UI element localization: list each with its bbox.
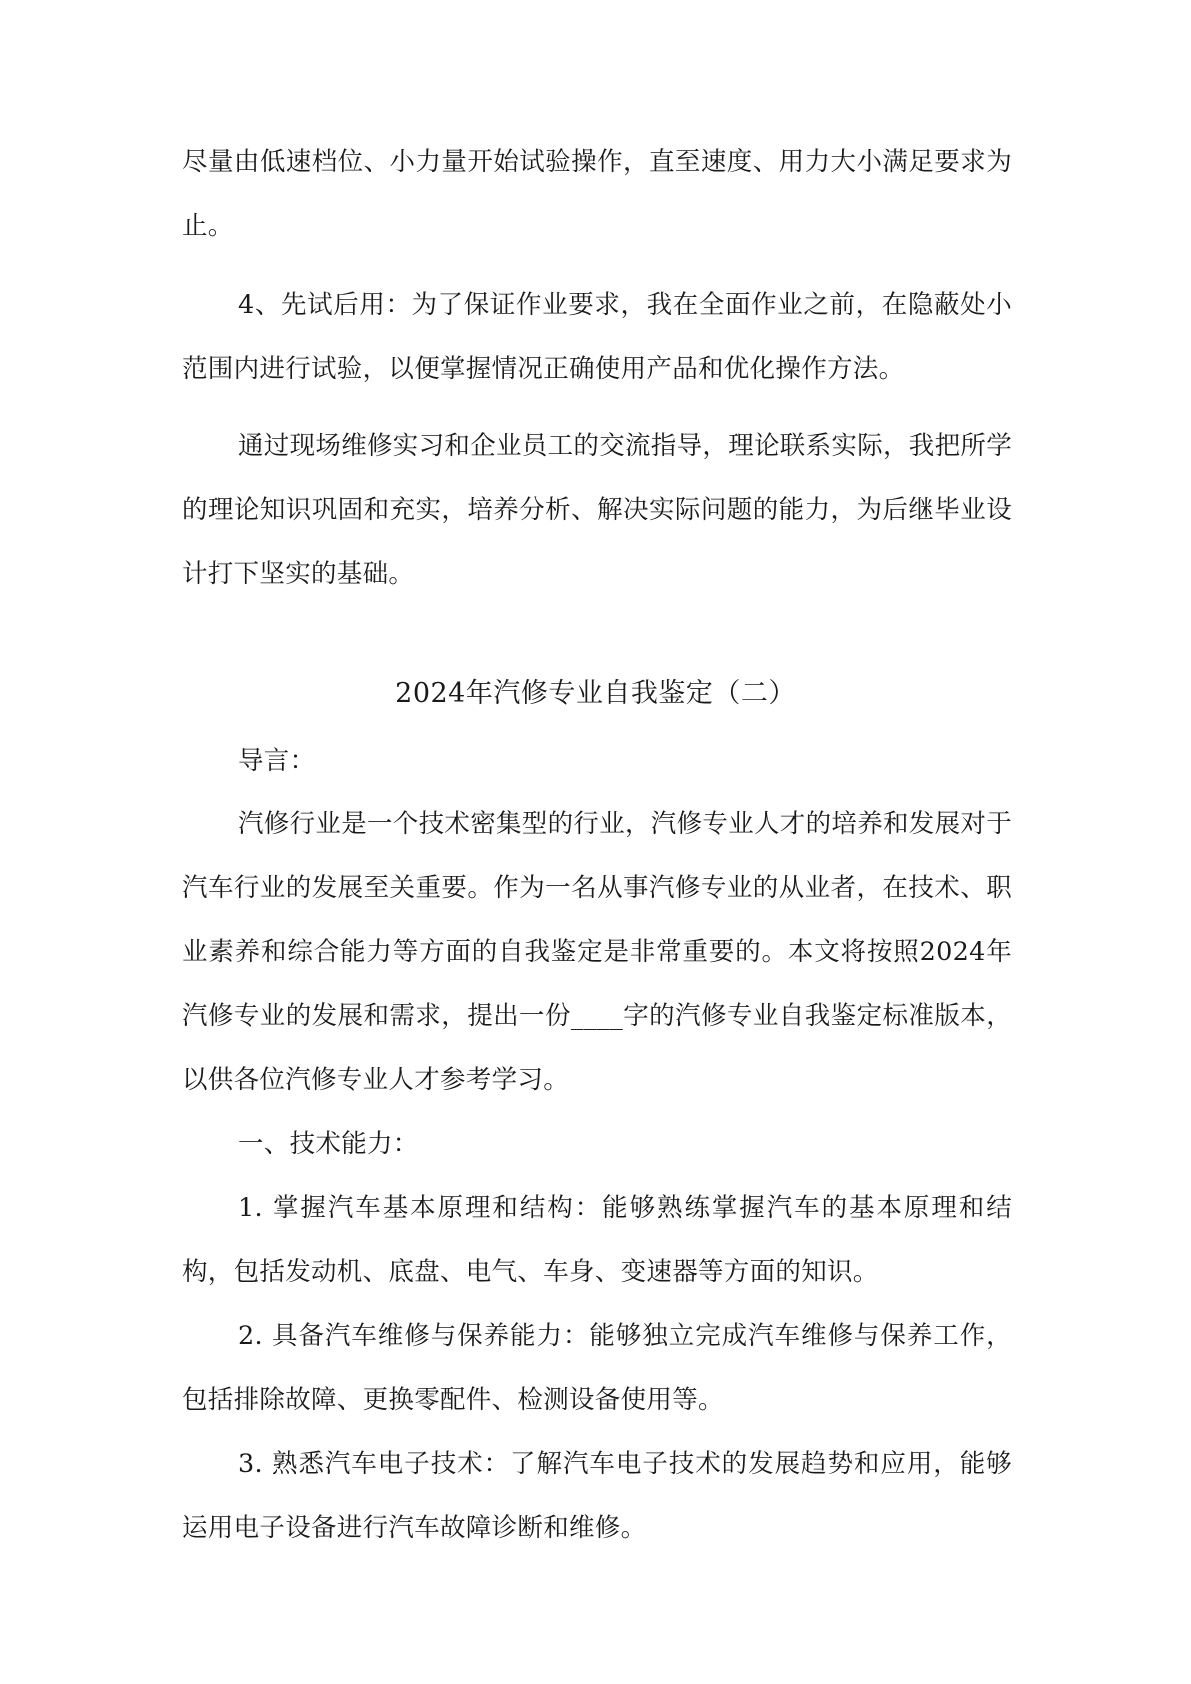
paragraph-continuation: 尽量由低速档位、小力量开始试验操作，直至速度、用力大小满足要求为止。 [182, 147, 1012, 241]
section-1-item-2: 2. 具备汽车维修与保养能力：能够独立完成汽车维修与保养工作，包括排除故障、更换零配件、检测设备使用等。 [182, 1321, 1012, 1415]
intro-heading: 导言： [238, 746, 316, 776]
section-title: 2024年汽修专业自我鉴定（二） [395, 678, 796, 709]
paragraph-conclusion: 通过现场维修实习和企业员工的交流指导，理论联系实际，我把所学的理论知识巩固和充实，培养分析、解决实际问题的能力，为后继毕业设计打下坚实的基础。 [182, 431, 1013, 589]
intro-body: 汽修行业是一个技术密集型的行业，汽修专业人才的培养和发展对于汽车行业的发展至关重要。作为一名从事汽修专业的从业者，在技术、职业素养和综合能力等方面的自我鉴定是非常重要的。本文将按照2024年汽修专业的发展和需求，提出一份____字的汽修专业自我鉴定标准版本，以供各位汽修专业人才参考学习。 [182, 809, 1013, 1095]
paragraph-item-4: 4、先试后用：为了保证作业要求，我在全面作业之前，在隐蔽处小范围内进行试验，以便掌握情况正确使用产品和优化操作方法。 [182, 290, 1012, 384]
section-1-item-3: 3. 熟悉汽车电子技术：了解汽车电子技术的发展趋势和应用，能够运用电子设备进行汽车故障诊断和维修。 [182, 1449, 1012, 1543]
section-1-item-1: 1. 掌握汽车基本原理和结构：能够熟练掌握汽车的基本原理和结构，包括发动机、底盘、电气、车身、变速器等方面的知识。 [182, 1193, 1012, 1287]
section-1-heading: 一、技术能力： [238, 1129, 419, 1159]
